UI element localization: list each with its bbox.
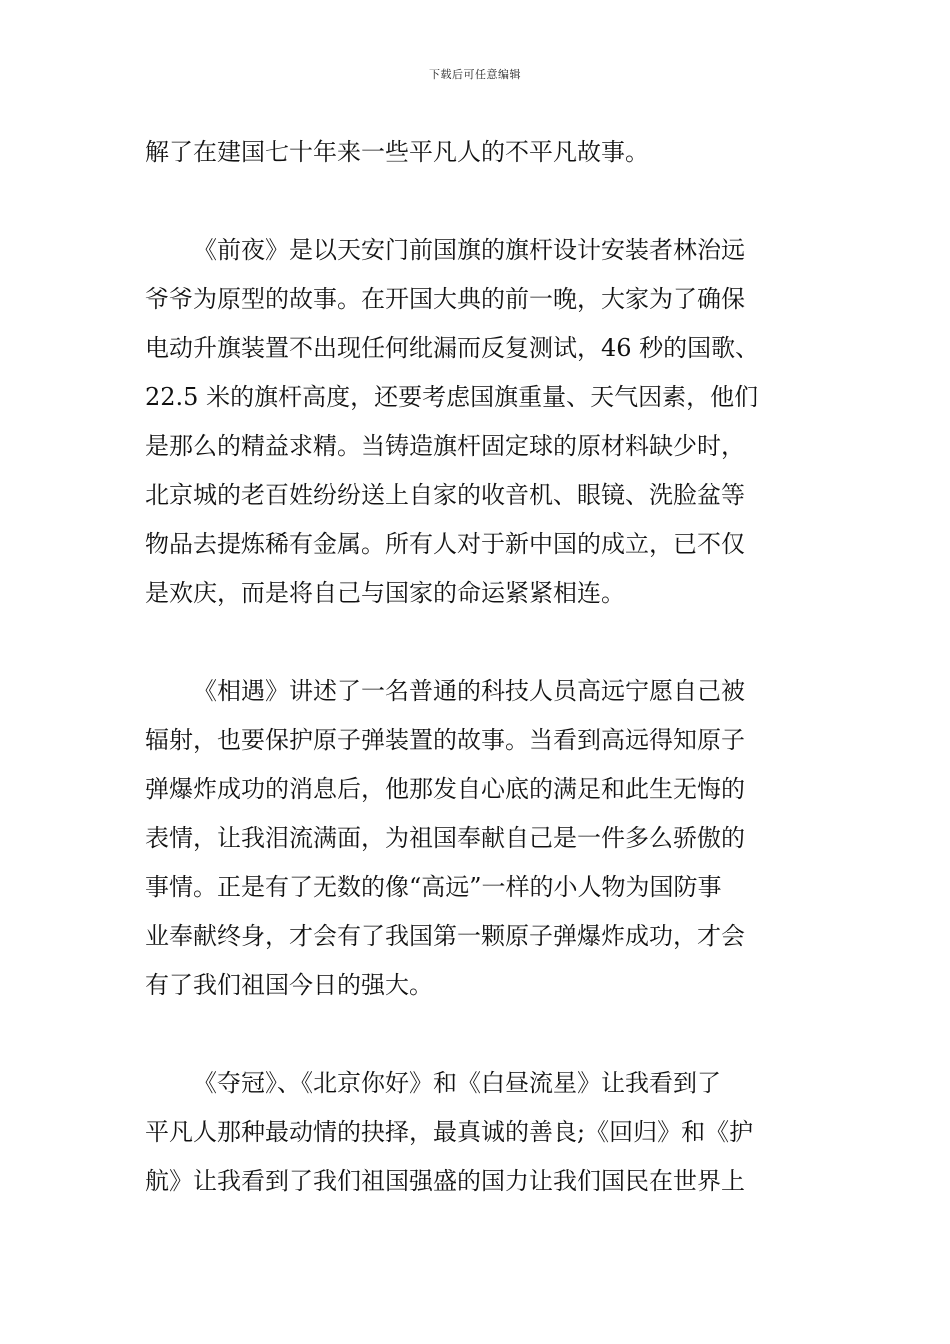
paragraph-2 xyxy=(145,226,810,618)
paragraph-3 xyxy=(145,667,810,1010)
text-line: 辐射，也要保护原子弹装置的故事。当看到高远得知原子 xyxy=(145,726,745,754)
text-line: 弹爆炸成功的消息后，他那发自心底的满足和此生无悔的 xyxy=(145,775,745,803)
text-line: 北京城的老百姓纷纷送上自家的收音机、眼镜、洗脸盆等 xyxy=(145,481,745,509)
document-body xyxy=(145,128,810,1206)
text-line: 电动升旗装置不出现任何纰漏而反复测试，46 秒的国歌、 xyxy=(145,334,760,362)
text-line: 平凡人那种最动情的抉择，最真诚的善良;《回归》和《护 xyxy=(145,1118,754,1146)
text-line: 表情，让我泪流满面，为祖国奉献自己是一件多么骄傲的 xyxy=(145,824,745,852)
paragraph-gap xyxy=(145,618,810,667)
text-line: 事情。正是有了无数的像“高远”一样的小人物为国防事 xyxy=(145,873,722,901)
text-line: 22.5 米的旗杆高度，还要考虑国旗重量、天气因素，他们 xyxy=(145,383,759,411)
text-line: 业奉献终身，才会有了我国第一颗原子弹爆炸成功，才会 xyxy=(145,922,745,950)
text-line: 是那么的精益求精。当铸造旗杆固定球的原材料缺少时， xyxy=(145,432,745,460)
text-line: 是欢庆，而是将自己与国家的命运紧紧相连。 xyxy=(145,579,625,607)
paragraph-4 xyxy=(145,1059,810,1206)
text-line: 解了在建国七十年来一些平凡人的不平凡故事。 xyxy=(145,138,649,166)
text-line: 物品去提炼稀有金属。所有人对于新中国的成立，已不仅 xyxy=(145,530,745,558)
paragraph-gap xyxy=(145,1010,810,1059)
page-header: 下载后可任意编辑 xyxy=(429,68,521,81)
text-line: 爷爷为原型的故事。在开国大典的前一晚，大家为了确保 xyxy=(145,285,745,313)
text-line: 《相遇》讲述了一名普通的科技人员高远宁愿自己被 xyxy=(193,677,745,705)
text-line: 《夺冠》、《北京你好》和《白昼流星》让我看到了 xyxy=(193,1069,721,1097)
text-line: 有了我们祖国今日的强大。 xyxy=(145,971,433,999)
text-line: 航》让我看到了我们祖国强盛的国力让我们国民在世界上 xyxy=(145,1167,745,1195)
paragraph-gap xyxy=(145,177,810,226)
text-line: 《前夜》是以天安门前国旗的旗杆设计安装者林治远 xyxy=(193,236,745,264)
paragraph-1 xyxy=(145,128,810,177)
